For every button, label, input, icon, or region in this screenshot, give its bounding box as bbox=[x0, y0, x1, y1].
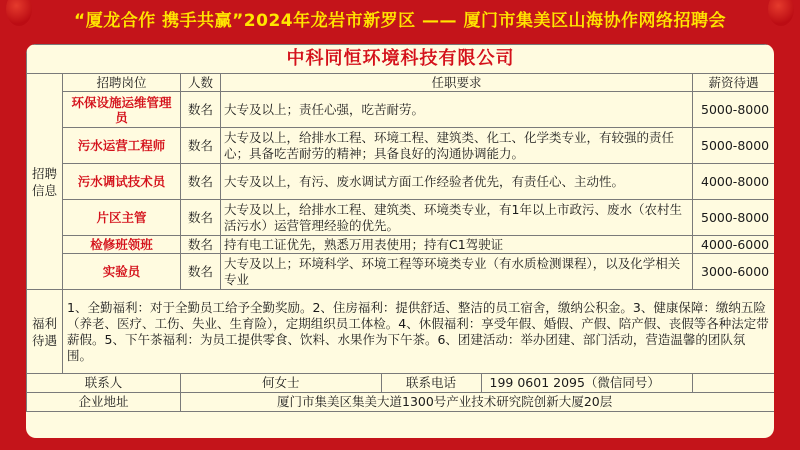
job-salary: 4000-8000 bbox=[693, 164, 775, 200]
job-requirement: 持有电工证优先，熟悉万用表使用；持有C1驾驶证 bbox=[221, 236, 693, 254]
company-name: 中科同恒环境科技有限公司 bbox=[27, 45, 775, 74]
job-row bbox=[27, 92, 775, 128]
job-row bbox=[27, 164, 775, 200]
job-title: 检修班领班 bbox=[63, 236, 181, 254]
contact-person-label: 联系人 bbox=[27, 374, 181, 393]
contact-phone-label: 联系电话 bbox=[381, 374, 481, 392]
welfare-label-text: 福利待遇 bbox=[31, 315, 57, 348]
welfare-label bbox=[27, 290, 63, 374]
job-requirement: 大专及以上；责任心强，吃苦耐劳。 bbox=[221, 92, 693, 128]
job-count: 数名 bbox=[181, 128, 221, 164]
job-title: 环保设施运维管理员 bbox=[63, 92, 181, 128]
job-title: 污水调试技术员 bbox=[63, 164, 181, 200]
contact-empty-cell bbox=[693, 374, 775, 393]
job-requirement: 大专及以上；环境科学、环境工程等环境类专业（有水质检测课程），以及化学相关专业 bbox=[221, 254, 693, 290]
job-count: 数名 bbox=[181, 236, 221, 254]
job-title: 片区主管 bbox=[63, 200, 181, 236]
recruit-info-label bbox=[27, 74, 63, 290]
job-row bbox=[27, 254, 775, 290]
job-count: 数名 bbox=[181, 92, 221, 128]
job-count: 数名 bbox=[181, 254, 221, 290]
job-row bbox=[27, 128, 775, 164]
recruitment-sheet bbox=[26, 44, 774, 438]
job-row bbox=[27, 200, 775, 236]
welfare-text: 1、全勤福利：对于全勤员工给予全勤奖励。2、住房福利：提供舒适、整洁的员工宿舍，缴纳公积金。3、健康保障：缴纳五险（养老、医疗、工伤、失业、生育险），定期组织员工体检。4、休假福利：享受年假、婚假、产假、陪产假、丧假等各种法定带薪假。5、下午茶福利：为员工提供零食、饮料、水果作为下午茶。6、团建活动：举办团建、部门活动，营造温馨的团队氛围。 bbox=[63, 290, 775, 374]
header-position: 招聘岗位 bbox=[63, 74, 181, 92]
job-count: 数名 bbox=[181, 200, 221, 236]
header-count: 人数 bbox=[181, 74, 221, 92]
job-title: 实验员 bbox=[63, 254, 181, 290]
job-salary: 3000-6000 bbox=[693, 254, 775, 290]
contact-person: 何女士 bbox=[181, 374, 381, 392]
contact-row bbox=[181, 374, 693, 393]
job-salary: 4000-6000 bbox=[693, 236, 775, 254]
contact-phone: 199 0601 2095（微信同号） bbox=[489, 375, 660, 390]
recruit-info-text: 招聘信息 bbox=[31, 165, 57, 198]
job-count: 数名 bbox=[181, 164, 221, 200]
job-row bbox=[27, 236, 775, 254]
job-title: 污水运营工程师 bbox=[63, 128, 181, 164]
job-salary: 5000-8000 bbox=[693, 128, 775, 164]
banner-title: “厦龙合作 携手共赢”2024年龙岩市新罗区 —— 厦门市集美区山海协作网络招聘会 bbox=[74, 11, 726, 31]
job-salary: 5000-8000 bbox=[693, 92, 775, 128]
header-salary: 薪资待遇 bbox=[693, 74, 775, 92]
address-label: 企业地址 bbox=[27, 393, 181, 412]
job-requirement: 大专及以上，给排水工程、建筑类、环境类专业，有1年以上市政污、废水（农村生活污水）运营管理经验的优先。 bbox=[221, 200, 693, 236]
job-salary: 5000-8000 bbox=[693, 200, 775, 236]
recruitment-table bbox=[26, 44, 774, 412]
job-requirement: 大专及以上，有污、废水调试方面工作经验者优先，有责任心、主动性。 bbox=[221, 164, 693, 200]
header-requirement: 任职要求 bbox=[221, 74, 693, 92]
address: 厦门市集美区集美大道1300号产业技术研究院创新大厦20层 bbox=[181, 393, 775, 412]
job-requirement: 大专及以上，给排水工程、环境工程、建筑类、化工、化学类专业，有较强的责任心；具备吃苦耐劳的精神；具备良好的沟通协调能力。 bbox=[221, 128, 693, 164]
